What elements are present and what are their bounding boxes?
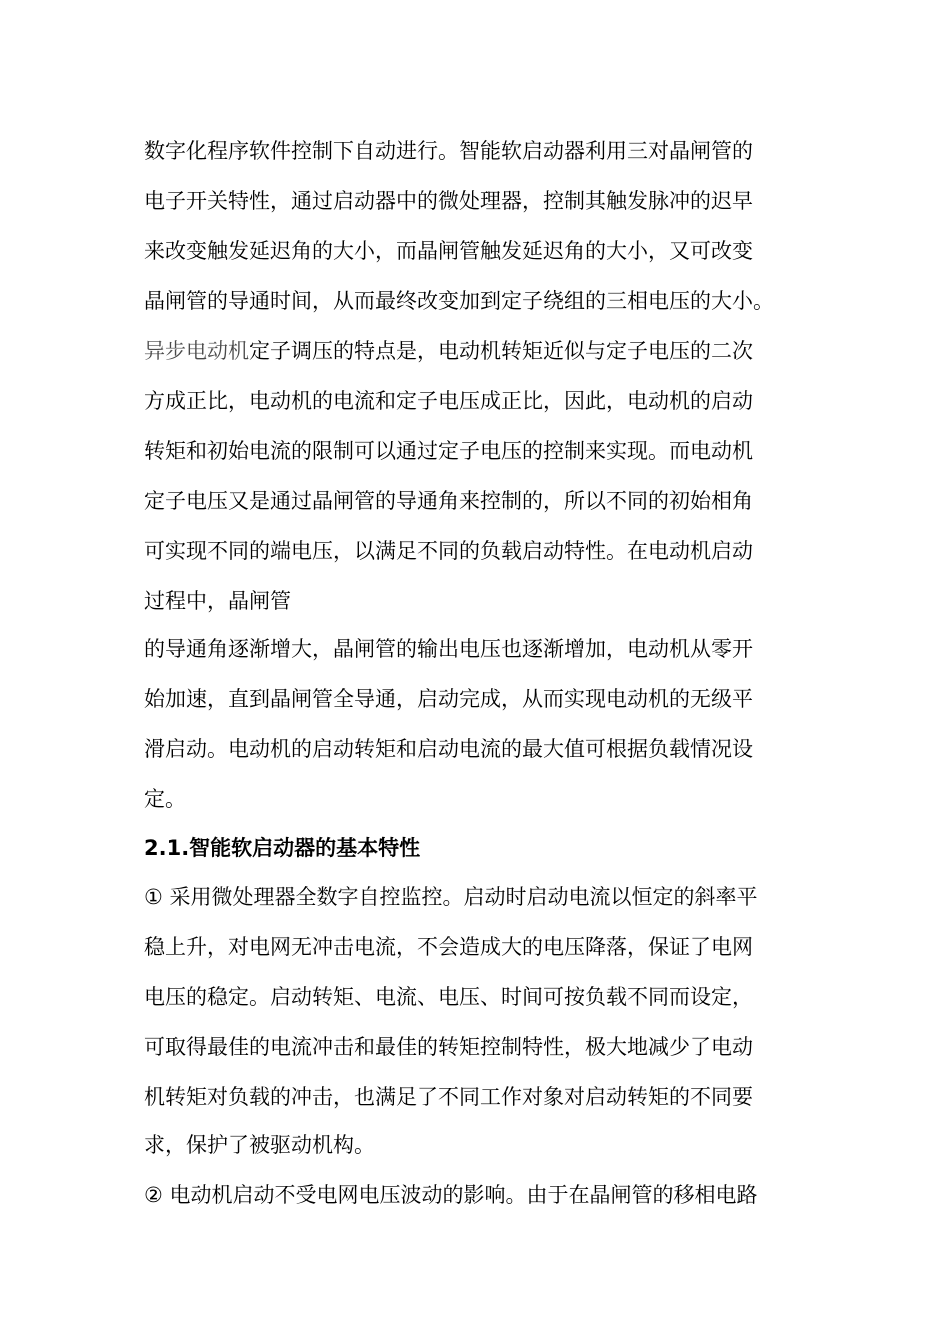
text-line: ② 电动机启动不受电网电压波动的影响。由于在晶闸管的移相电路 (144, 1183, 758, 1207)
text-line: 可取得最佳的电流冲击和最佳的转矩控制特性，极大地减少了电动 (144, 1035, 753, 1059)
text-line: 的导通角逐渐增大，晶闸管的输出电压也逐渐增加，电动机从零开 (144, 637, 753, 661)
text-line: 定。 (144, 787, 186, 811)
keyword-link[interactable]: 异步电动机 (144, 339, 249, 363)
text-line: 来改变触发延迟角的大小，而晶闸管触发延迟角的大小，又可改变 (144, 239, 753, 263)
text-line: 始加速，直到晶闸管全导通，启动完成，从而实现电动机的无级平 (144, 687, 753, 711)
text-line: 机转矩对负载的冲击，也满足了不同工作对象对启动转矩的不同要 (144, 1085, 753, 1109)
text-line: 求，保护了被驱动机构。 (144, 1133, 375, 1157)
text-line: 可实现不同的端电压，以满足不同的负载启动特性。在电动机启动 (144, 539, 753, 563)
text-line: 滑启动。电动机的启动转矩和启动电流的最大值可根据负载情况设 (144, 737, 753, 761)
text-line: 稳上升，对电网无冲击电流，不会造成大的电压降落，保证了电网 (144, 935, 753, 959)
text-line: 晶闸管的导通时间，从而最终改变加到定子绕组的三相电压的大小。 (144, 289, 774, 313)
text-line: 方成正比，电动机的电流和定子电压成正比，因此，电动机的启动 (144, 389, 753, 413)
text-span: 定子调压的特点是，电动机转矩近似与定子电压的二次 (249, 339, 753, 363)
text-line: 定子电压又是通过晶闸管的导通角来控制的，所以不同的初始相角 (144, 489, 753, 513)
text-line (144, 336, 753, 366)
text-line: 数字化程序软件控制下自动进行。智能软启动器利用三对晶闸管的 (144, 139, 753, 163)
text-line: 电子开关特性，通过启动器中的微处理器，控制其触发脉冲的迟早 (144, 189, 753, 213)
text-line: 转矩和初始电流的限制可以通过定子电压的控制来实现。而电动机 (144, 439, 753, 463)
text-line: ① 采用微处理器全数字自控监控。启动时启动电流以恒定的斜率平 (144, 885, 758, 909)
section-heading: 2.1.智能软启动器的基本特性 (144, 836, 421, 860)
text-line: 过程中，晶闸管 (144, 589, 291, 613)
text-line: 电压的稳定。启动转矩、电流、电压、时间可按负载不同而设定， (144, 985, 753, 1009)
